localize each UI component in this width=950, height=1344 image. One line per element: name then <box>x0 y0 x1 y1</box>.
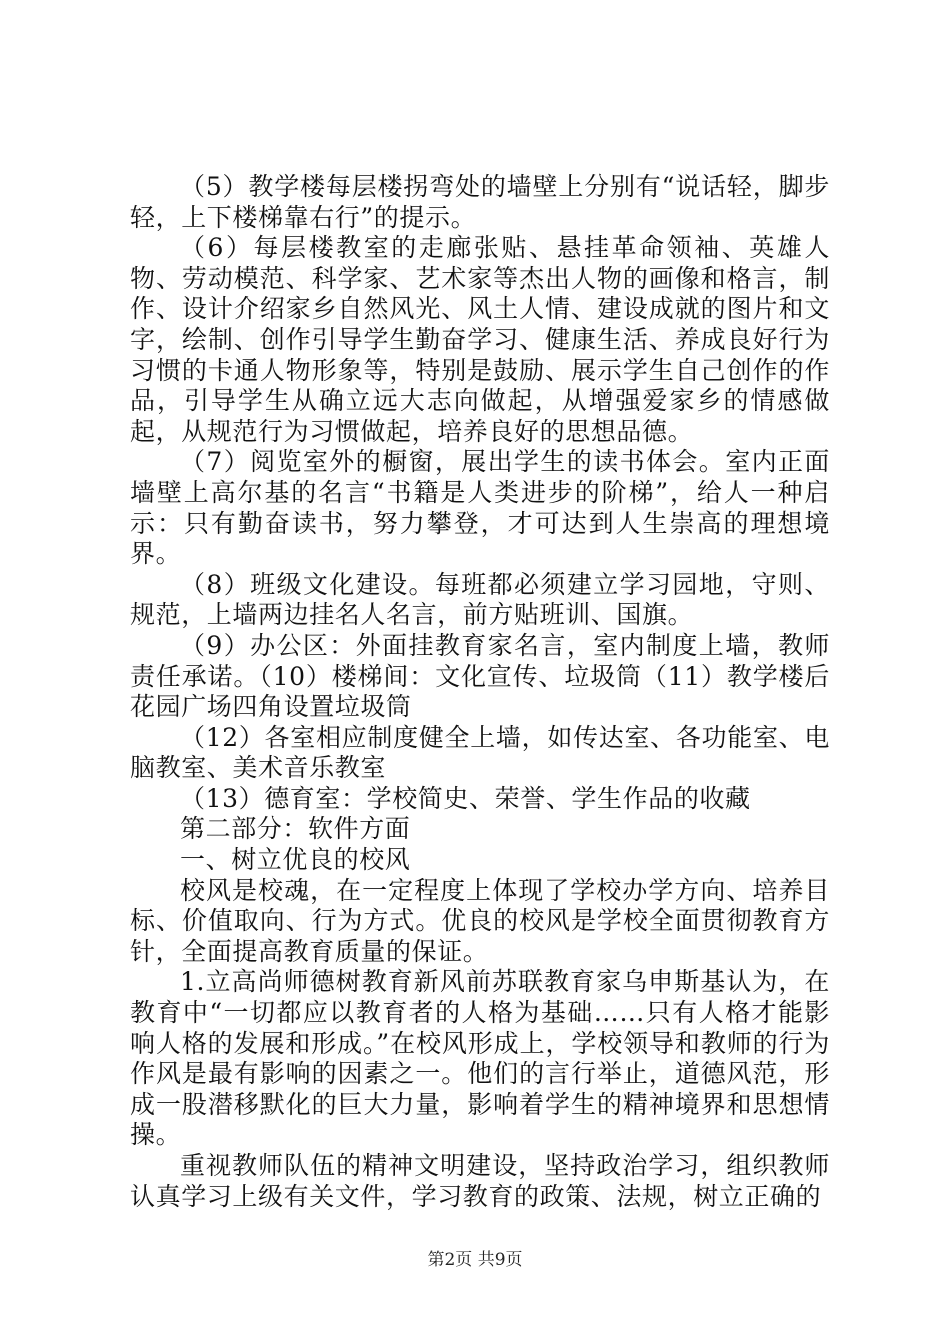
paragraph-item-7: （7）阅览室外的橱窗，展出学生的读书体会。室内正面墙壁上高尔基的名言“书籍是人类进步的阶梯”，给人一种启示：只有勤奋读书，努力攀登，才可达到人生崇高的理想境界。 <box>130 447 830 569</box>
paragraph-item-9-11: （9）办公区：外面挂教育家名言，室内制度上墙，教师责任承诺。（10）楼梯间：文化宣传、垃圾筒（11）教学楼后花园广场四角设置垃圾筒 <box>130 630 830 722</box>
page-number-footer: 第2页 共9页 <box>427 1250 523 1270</box>
section-heading-part-two: 第二部分：软件方面 <box>180 814 411 844</box>
paragraph-item-8: （8）班级文化建设。每班都必须建立学习园地，守则、规范，上墙两边挂名人名言，前方贴班训、国旗。 <box>130 569 830 630</box>
paragraph-item-13: （13）德育室：学校简史、荣誉、学生作品的收藏 <box>180 783 751 813</box>
paragraph-school-spirit: 校风是校魂，在一定程度上体现了学校办学方向、培养目标、价值取向、行为方式。优良的校风是学校全面贯彻教育方针，全面提高教育质量的保证。 <box>130 875 830 966</box>
paragraph-item-5: （5）教学楼每层楼拐弯处的墙壁上分别有“说话轻，脚步轻，上下楼梯靠右行”的提示。 <box>130 172 830 232</box>
subsection-heading-school-spirit: 一、树立优良的校风 <box>180 845 411 875</box>
paragraph-teacher-team: 重视教师队伍的精神文明建设，坚持政治学习，组织教师认真学习上级有关文件，学习教育的政策、法规，树立正确的 <box>130 1151 830 1211</box>
paragraph-item-12: （12）各室相应制度健全上墙，如传达室、各功能室、电脑教室、美术音乐教室 <box>130 722 830 783</box>
paragraph-teacher-ethics: 1.立高尚师德树教育新风前苏联教育家乌申斯基认为，在教育中“一切都应以教育者的人格为基础……只有人格才能影响人格的发展和形成。”在校风形成上，学校领导和教师的行为作风是最有影响的因素之一。他们的言行举止，道德风范，形成一股潜移默化的巨大力量，影响着学生的精神境界和思想情操。 <box>130 967 830 1150</box>
document-body <box>130 172 830 1212</box>
paragraph-item-6: （6）每层楼教室的走廊张贴、悬挂革命领袖、英雄人物、劳动模范、科学家、艺术家等杰出人物的画像和格言，制作、设计介绍家乡自然风光、风土人情、建设成就的图片和文字，绘制、创作引导学生勤奋学习、健康生活、养成良好行为习惯的卡通人物形象等，特别是鼓励、展示学生自己创作的作品，引导学生从确立远大志向做起，从增强爱家乡的情感做起，从规范行为习惯做起，培养良好的思想品德。 <box>130 233 830 446</box>
